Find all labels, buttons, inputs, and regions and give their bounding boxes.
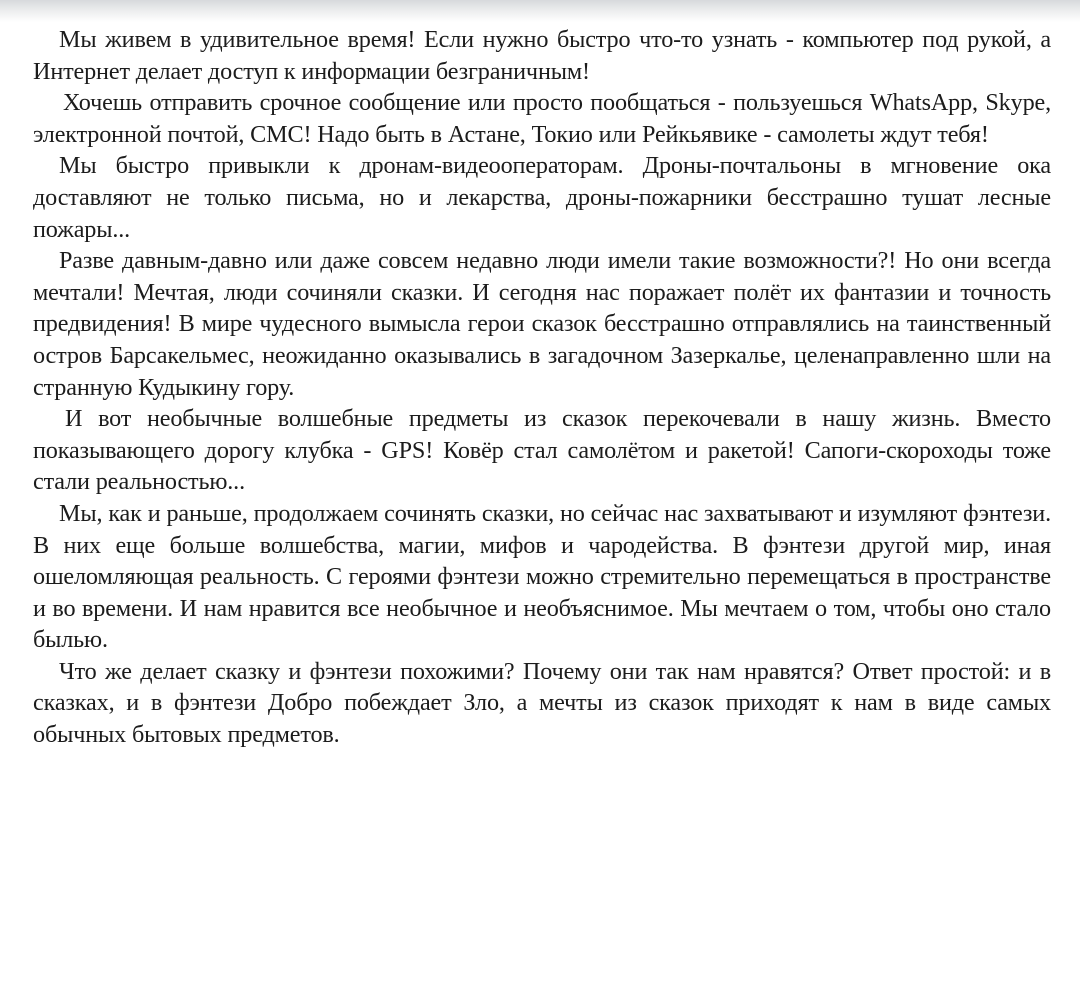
paragraph-4: Разве давным-давно или даже совсем недавно люди имели такие возможности?! Но они всегда мечтали! Мечтая, люди сочиняли сказки. И сегодня нас поражает полёт их фантазии и точность предвидения! В мире чудесного вымысла герои сказок бесстрашно отправлялись на таинственный остров Барсакельмес, неожиданно оказывались в загадочном Зазеркалье, целенаправленно шли на странную Кудыкину гору.	[33, 247, 1051, 401]
paragraph-1: Мы живем в удивительное время! Если нужно быстро что-то узнать - компьютер под рукой, а Интернет делает доступ к информации безграничным!	[33, 26, 1051, 85]
document-page	[33, 24, 1051, 751]
paragraph-5: И вот необычные волшебные предметы из сказок перекочевали в нашу жизнь. Вместо показывающего дорогу клубка - GPS! Ковёр стал самолётом и ракетой! Сапоги-скороходы тоже стали реальностью...	[33, 405, 1051, 496]
paragraph-3: Мы быстро привыкли к дронам-видеооператорам. Дроны-почтальоны в мгновение ока доставляют не только письма, но и лекарства, дроны-пожарники бесстрашно тушат лесные пожары...	[33, 152, 1051, 243]
top-edge-shadow	[0, 0, 1080, 22]
paragraph-7: Что же делает сказку и фэнтези похожими? Почему они так нам нравятся? Ответ простой: и в сказках, и в фэнтези Добро побеждает Зло, а мечты из сказок приходят к нам в виде самых обычных бытовых предметов.	[33, 657, 1051, 749]
paragraph-6: Мы, как и раньше, продолжаем сочинять сказки, но сейчас нас захватывают и изумляют фэнтези. В них еще больше волшебства, магии, мифов и чародейства. В фэнтези другой мир, иная ошеломляющая реальность. С героями фэнтези можно стремительно перемещаться в пространстве и во времени. И нам нравится все необычное и необъяснимое. Мы мечтаем о том, чтобы оно стало былью.	[33, 499, 1051, 654]
paragraph-2: Хочешь отправить срочное сообщение или просто пообщаться - пользуешься WhatsApp, Skype, электронной почтой, СМС! Надо быть в Астане, Токио или Рейкьявике - самолеты ждут тебя!	[33, 89, 1051, 148]
